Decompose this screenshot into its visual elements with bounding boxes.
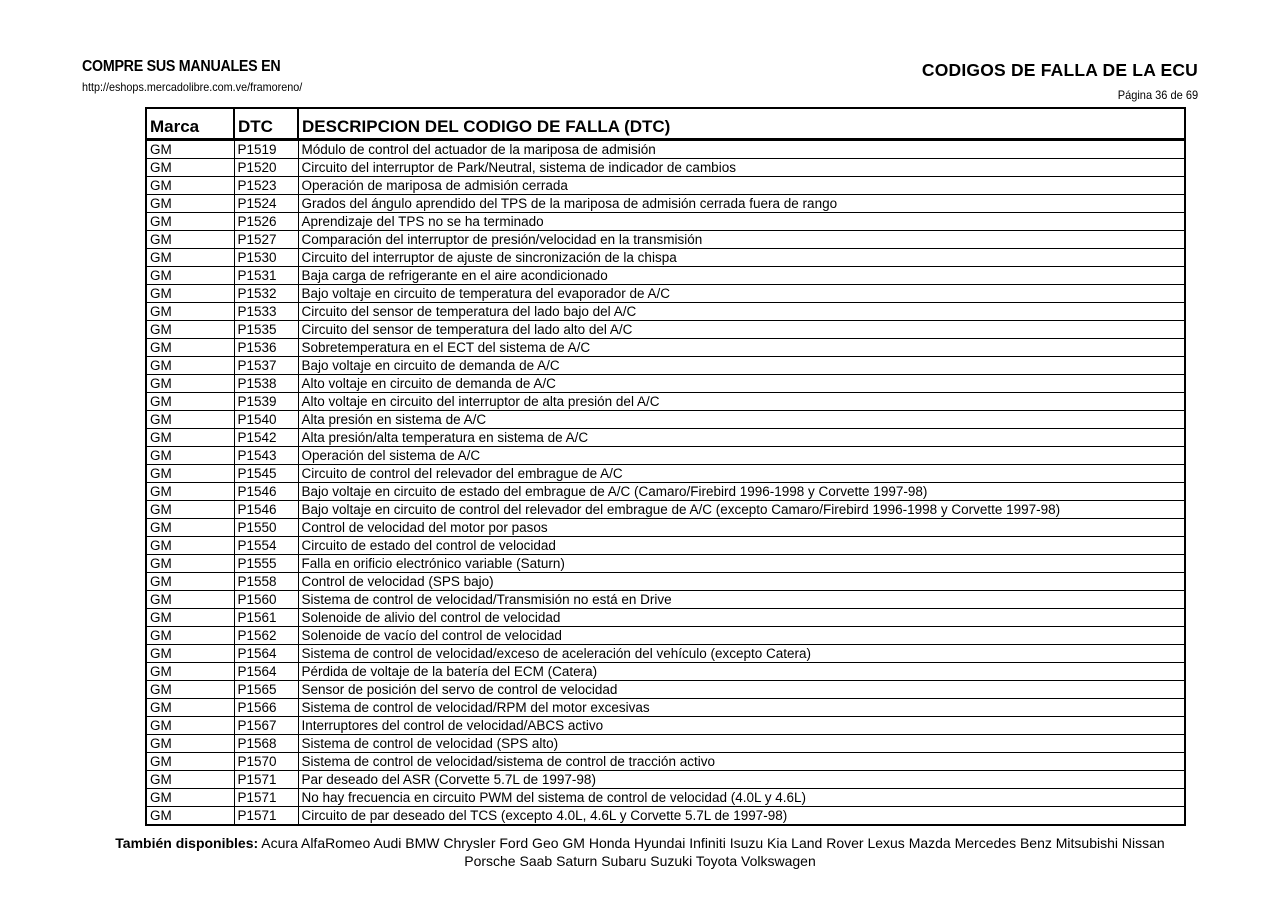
table-row xyxy=(146,735,1185,753)
table-row xyxy=(146,267,1185,285)
cell-description: Alta presión/alta temperatura en sistema de A/C xyxy=(298,429,1185,447)
cell-dtc: P1546 xyxy=(234,483,298,501)
cell-brand: GM xyxy=(146,321,234,339)
table-row xyxy=(146,753,1185,771)
header-left xyxy=(82,58,327,94)
cell-description: Aprendizaje del TPS no se ha terminado xyxy=(298,213,1185,231)
cell-brand: GM xyxy=(146,555,234,573)
cell-dtc: P1537 xyxy=(234,357,298,375)
cell-description: Sistema de control de velocidad/sistema de control de tracción activo xyxy=(298,753,1185,771)
cell-brand: GM xyxy=(146,663,234,681)
cell-brand: GM xyxy=(146,501,234,519)
cell-brand: GM xyxy=(146,375,234,393)
cell-dtc: P1561 xyxy=(234,609,298,627)
cell-dtc: P1523 xyxy=(234,177,298,195)
cell-description: Circuito de par deseado del TCS (excepto 4.0L, 4.6L y Corvette 5.7L de 1997-98) xyxy=(298,807,1185,826)
column-header-label: Marca xyxy=(150,117,200,136)
cell-description: Sistema de control de velocidad/Transmisión no está en Drive xyxy=(298,591,1185,609)
cell-description: Solenoide de vacío del control de velocidad xyxy=(298,627,1185,645)
document-title: CODIGOS DE FALLA DE LA ECU xyxy=(921,60,1198,80)
cell-description: Falla en orificio electrónico variable (Saturn) xyxy=(298,555,1185,573)
cell-brand: GM xyxy=(146,465,234,483)
table-row xyxy=(146,393,1185,411)
cell-brand: GM xyxy=(146,447,234,465)
cell-brand: GM xyxy=(146,213,234,231)
cell-brand: GM xyxy=(146,753,234,771)
table-row xyxy=(146,465,1185,483)
cell-description: Circuito de control del relevador del embrague de A/C xyxy=(298,465,1185,483)
footer xyxy=(0,834,1280,870)
cell-dtc: P1562 xyxy=(234,627,298,645)
cell-dtc: P1571 xyxy=(234,807,298,826)
cell-brand: GM xyxy=(146,699,234,717)
cell-brand: GM xyxy=(146,789,234,807)
cell-description: Alto voltaje en circuito de demanda de A/C xyxy=(298,375,1185,393)
cell-description: Sistema de control de velocidad/exceso de aceleración del vehículo (excepto Catera) xyxy=(298,645,1185,663)
cell-description: Alta presión en sistema de A/C xyxy=(298,411,1185,429)
table-row xyxy=(146,609,1185,627)
table-row xyxy=(146,483,1185,501)
cell-brand: GM xyxy=(146,339,234,357)
cell-dtc: P1555 xyxy=(234,555,298,573)
cell-brand: GM xyxy=(146,429,234,447)
cell-description: Operación del sistema de A/C xyxy=(298,447,1185,465)
cell-description: No hay frecuencia en circuito PWM del sistema de control de velocidad (4.0L y 4.6L) xyxy=(298,789,1185,807)
footer-brands-line-2: Porsche Saab Saturn Subaru Suzuki Toyota Volkswagen xyxy=(464,853,816,869)
table-row xyxy=(146,429,1185,447)
cell-brand: GM xyxy=(146,717,234,735)
cell-brand: GM xyxy=(146,807,234,826)
cell-dtc: P1526 xyxy=(234,213,298,231)
cell-dtc: P1533 xyxy=(234,303,298,321)
table-row xyxy=(146,231,1185,249)
cell-description: Sensor de posición del servo de control de velocidad xyxy=(298,681,1185,699)
column-header-label: DESCRIPCION DEL CODIGO DE FALLA (DTC) xyxy=(302,117,671,136)
table-row xyxy=(146,771,1185,789)
cell-brand: GM xyxy=(146,681,234,699)
cell-dtc: P1567 xyxy=(234,717,298,735)
cell-brand: GM xyxy=(146,591,234,609)
cell-brand: GM xyxy=(146,357,234,375)
table-row xyxy=(146,663,1185,681)
cell-dtc: P1546 xyxy=(234,501,298,519)
cell-description: Bajo voltaje en circuito de temperatura del evaporador de A/C xyxy=(298,285,1185,303)
cell-dtc: P1543 xyxy=(234,447,298,465)
cell-dtc: P1564 xyxy=(234,645,298,663)
table-row xyxy=(146,717,1185,735)
cell-brand: GM xyxy=(146,411,234,429)
table-row xyxy=(146,375,1185,393)
cell-dtc: P1545 xyxy=(234,465,298,483)
table-row xyxy=(146,645,1185,663)
cell-description: Operación de mariposa de admisión cerrada xyxy=(298,177,1185,195)
footer-line-1 xyxy=(0,834,1280,852)
cell-brand: GM xyxy=(146,627,234,645)
cell-dtc: P1539 xyxy=(234,393,298,411)
table-row xyxy=(146,195,1185,213)
table-row xyxy=(146,555,1185,573)
column-header-dtc xyxy=(234,108,298,140)
cell-brand: GM xyxy=(146,573,234,591)
cell-brand: GM xyxy=(146,285,234,303)
table-row xyxy=(146,501,1185,519)
column-header-description xyxy=(298,108,1185,140)
cell-dtc: P1538 xyxy=(234,375,298,393)
cell-description: Bajo voltaje en circuito de control del relevador del embrague de A/C (excepto Camaro/Firebird 1996-1998 y Corvette 1997-98) xyxy=(298,501,1185,519)
cell-description: Baja carga de refrigerante en el aire acondicionado xyxy=(298,267,1185,285)
cell-dtc: P1540 xyxy=(234,411,298,429)
cell-brand: GM xyxy=(146,735,234,753)
cell-dtc: P1571 xyxy=(234,789,298,807)
cell-dtc: P1570 xyxy=(234,753,298,771)
cell-brand: GM xyxy=(146,195,234,213)
cell-dtc: P1566 xyxy=(234,699,298,717)
cell-description: Alto voltaje en circuito del interruptor de alta presión del A/C xyxy=(298,393,1185,411)
table-row xyxy=(146,357,1185,375)
column-header-brand xyxy=(146,108,234,140)
table-row xyxy=(146,681,1185,699)
cell-description: Circuito del interruptor de ajuste de sincronización de la chispa xyxy=(298,249,1185,267)
table-row xyxy=(146,249,1185,267)
table-row xyxy=(146,159,1185,177)
cell-brand: GM xyxy=(146,140,234,159)
cell-dtc: P1542 xyxy=(234,429,298,447)
table-row xyxy=(146,537,1185,555)
cell-brand: GM xyxy=(146,609,234,627)
cell-brand: GM xyxy=(146,303,234,321)
cell-description: Sobretemperatura en el ECT del sistema de A/C xyxy=(298,339,1185,357)
table-row xyxy=(146,591,1185,609)
table-row xyxy=(146,339,1185,357)
cell-dtc: P1519 xyxy=(234,140,298,159)
cell-dtc: P1565 xyxy=(234,681,298,699)
table-body xyxy=(146,140,1185,826)
cell-brand: GM xyxy=(146,519,234,537)
cell-dtc: P1520 xyxy=(234,159,298,177)
cell-brand: GM xyxy=(146,645,234,663)
cell-description: Bajo voltaje en circuito de estado del embrague de A/C (Camaro/Firebird 1996-1998 y Corvette 1997-98) xyxy=(298,483,1185,501)
cell-description: Circuito de estado del control de velocidad xyxy=(298,537,1185,555)
table-row xyxy=(146,807,1185,826)
table-row xyxy=(146,177,1185,195)
table-row xyxy=(146,627,1185,645)
footer-label: También disponibles: xyxy=(115,835,259,851)
cell-brand: GM xyxy=(146,393,234,411)
table-row xyxy=(146,447,1185,465)
cell-description: Control de velocidad del motor por pasos xyxy=(298,519,1185,537)
cell-description: Sistema de control de velocidad (SPS alto) xyxy=(298,735,1185,753)
cell-dtc: P1554 xyxy=(234,537,298,555)
cell-brand: GM xyxy=(146,267,234,285)
table-header-row xyxy=(146,108,1185,140)
cell-dtc: P1560 xyxy=(234,591,298,609)
cell-dtc: P1531 xyxy=(234,267,298,285)
cell-description: Par deseado del ASR (Corvette 5.7L de 1997-98) xyxy=(298,771,1185,789)
table-row xyxy=(146,213,1185,231)
cell-dtc: P1536 xyxy=(234,339,298,357)
table-row xyxy=(146,303,1185,321)
shop-url[interactable]: http://eshops.mercadolibre.com.ve/framoreno/ xyxy=(82,80,303,94)
table-row xyxy=(146,573,1185,591)
page-number: Página 36 de 69 xyxy=(1117,88,1198,102)
cell-brand: GM xyxy=(146,771,234,789)
cell-description: Circuito del sensor de temperatura del lado bajo del A/C xyxy=(298,303,1185,321)
cell-description: Módulo de control del actuador de la mariposa de admisión xyxy=(298,140,1185,159)
cell-dtc: P1550 xyxy=(234,519,298,537)
cell-dtc: P1530 xyxy=(234,249,298,267)
cell-brand: GM xyxy=(146,177,234,195)
cell-dtc: P1524 xyxy=(234,195,298,213)
cell-dtc: P1527 xyxy=(234,231,298,249)
cell-description: Bajo voltaje en circuito de demanda de A/C xyxy=(298,357,1185,375)
table-row xyxy=(146,519,1185,537)
cell-description: Sistema de control de velocidad/RPM del motor excesivas xyxy=(298,699,1185,717)
cell-description: Interruptores del control de velocidad/ABCS activo xyxy=(298,717,1185,735)
cell-dtc: P1568 xyxy=(234,735,298,753)
cell-brand: GM xyxy=(146,537,234,555)
cell-brand: GM xyxy=(146,159,234,177)
column-header-label: DTC xyxy=(238,117,273,136)
cell-brand: GM xyxy=(146,249,234,267)
cell-dtc: P1558 xyxy=(234,573,298,591)
table-row xyxy=(146,699,1185,717)
table-row xyxy=(146,285,1185,303)
cell-dtc: P1564 xyxy=(234,663,298,681)
cell-description: Grados del ángulo aprendido del TPS de la mariposa de admisión cerrada fuera de rango xyxy=(298,195,1185,213)
header-right xyxy=(922,60,1198,102)
promo-title: COMPRE SUS MANUALES EN xyxy=(82,58,281,75)
table-row xyxy=(146,411,1185,429)
cell-description: Circuito del sensor de temperatura del lado alto del A/C xyxy=(298,321,1185,339)
cell-description: Solenoide de alivio del control de velocidad xyxy=(298,609,1185,627)
dtc-table xyxy=(145,107,1186,826)
footer-brands-line-1: Acura AlfaRomeo Audi BMW Chrysler Ford Geo GM Honda Hyundai Infiniti Isuzu Kia Land Rover Lexus Mazda Mercedes Benz Mitsubishi Nissan xyxy=(261,835,1165,851)
cell-dtc: P1571 xyxy=(234,771,298,789)
table-row xyxy=(146,789,1185,807)
cell-description: Control de velocidad (SPS bajo) xyxy=(298,573,1185,591)
cell-brand: GM xyxy=(146,483,234,501)
cell-brand: GM xyxy=(146,231,234,249)
cell-description: Circuito del interruptor de Park/Neutral, sistema de indicador de cambios xyxy=(298,159,1185,177)
cell-description: Pérdida de voltaje de la batería del ECM (Catera) xyxy=(298,663,1185,681)
table-row xyxy=(146,140,1185,159)
cell-description: Comparación del interruptor de presión/velocidad en la transmisión xyxy=(298,231,1185,249)
cell-dtc: P1535 xyxy=(234,321,298,339)
table-row xyxy=(146,321,1185,339)
cell-dtc: P1532 xyxy=(234,285,298,303)
